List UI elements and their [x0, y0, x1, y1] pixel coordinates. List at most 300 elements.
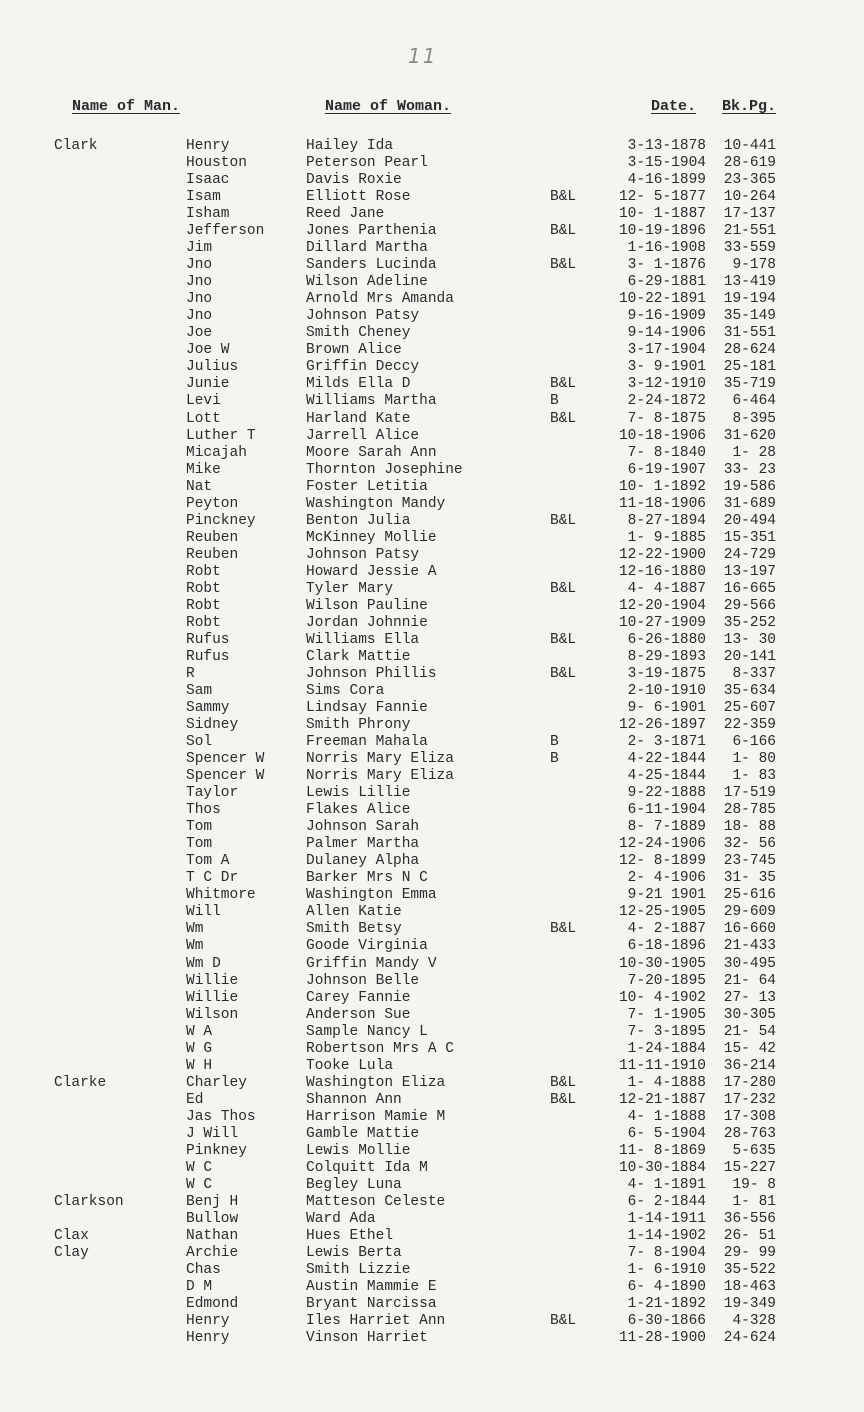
marriage-date: 11- 8-1869	[618, 1142, 706, 1159]
record-row	[0, 1177, 864, 1194]
book-page: 33-559	[723, 240, 776, 257]
record-row	[0, 615, 864, 632]
man-given-name: Reuben	[186, 529, 239, 546]
record-row	[0, 206, 864, 223]
woman-name: Lindsay Fannie	[306, 700, 428, 717]
woman-name: Davis Roxie	[306, 172, 402, 189]
man-given-name: D M	[186, 1279, 213, 1296]
woman-name: Thornton Josephine	[306, 461, 463, 478]
woman-name: Matteson Celeste	[306, 1193, 446, 1210]
man-given-name: J Will	[186, 1125, 239, 1142]
record-row	[0, 921, 864, 938]
record-row	[0, 1262, 864, 1279]
marriage-date: 6-26-1880	[627, 631, 706, 648]
man-given-name: Pinckney	[186, 512, 256, 529]
man-given-name: Benj H	[186, 1193, 239, 1210]
marriage-date: 6-30-1866	[627, 1313, 706, 1330]
woman-name: Tooke Lula	[306, 1057, 394, 1074]
man-given-name: Levi	[186, 393, 221, 410]
man-given-name: Spencer W	[186, 751, 265, 768]
record-row	[0, 1024, 864, 1041]
man-given-name: Sol	[186, 734, 213, 751]
book-page: 10-264	[723, 189, 776, 206]
marriage-date: 1-21-1892	[627, 1296, 706, 1313]
woman-name: Washington Mandy	[306, 495, 446, 512]
marriage-date: 12- 5-1877	[618, 189, 706, 206]
book-page: 30-305	[723, 1006, 776, 1023]
woman-name: Hailey Ida	[306, 138, 394, 154]
marriage-date: 6-29-1881	[627, 274, 706, 291]
record-row	[0, 223, 864, 240]
book-page: 17-308	[723, 1108, 776, 1125]
marriage-date: 7-20-1895	[627, 972, 706, 989]
man-given-name: Henry	[186, 138, 230, 154]
book-page: 29-566	[723, 597, 776, 614]
record-row	[0, 479, 864, 496]
marriage-date: 9-14-1906	[627, 325, 706, 342]
woman-name: Tyler Mary	[306, 580, 394, 597]
woman-name: Austin Mammie E	[306, 1279, 437, 1296]
man-given-name: Isam	[186, 189, 221, 206]
man-given-name: Luther T	[186, 427, 256, 444]
man-given-name: Reuben	[186, 546, 239, 563]
marriage-date: 2-24-1872	[627, 393, 706, 410]
book-page: 21- 64	[723, 972, 776, 989]
man-given-name: Rufus	[186, 648, 230, 665]
marriage-date: 12- 8-1899	[618, 853, 706, 870]
marriage-date: 12-25-1905	[618, 904, 706, 921]
man-given-name: Tom	[186, 819, 213, 836]
header-name-of-man: Name of Man.	[72, 98, 181, 115]
marriage-date: 12-26-1897	[618, 717, 706, 734]
woman-name: Goode Virginia	[306, 938, 428, 955]
woman-name: Smith Cheney	[306, 325, 411, 342]
book-page: 10-441	[723, 138, 776, 154]
marriage-date: 6-18-1896	[627, 938, 706, 955]
record-note: B&L	[550, 1074, 577, 1091]
man-given-name: W A	[186, 1023, 213, 1040]
record-row	[0, 1092, 864, 1109]
record-note: B&L	[550, 512, 577, 529]
book-page: 17-280	[723, 1074, 776, 1091]
woman-name: Moore Sarah Ann	[306, 444, 437, 461]
record-row	[0, 870, 864, 887]
woman-name: Williams Ella	[306, 631, 420, 648]
woman-name: Griffin Deccy	[306, 359, 420, 376]
man-given-name: Jas Thos	[186, 1108, 256, 1125]
man-given-name: W H	[186, 1057, 213, 1074]
record-row	[0, 581, 864, 598]
book-page: 20-141	[723, 648, 776, 665]
book-page: 17-232	[723, 1091, 776, 1108]
book-page: 17-519	[723, 785, 776, 802]
book-page: 28-785	[723, 802, 776, 819]
man-given-name: Sam	[186, 683, 213, 699]
book-page: 22-359	[723, 717, 776, 734]
marriage-date: 1-14-1902	[627, 1228, 706, 1244]
page-number: 11	[408, 44, 438, 68]
record-note: B&L	[550, 580, 577, 597]
woman-name: Barker Mrs N C	[306, 870, 428, 887]
man-given-name: Tom A	[186, 853, 230, 870]
book-page: 18- 88	[723, 819, 776, 836]
record-row	[0, 1330, 864, 1347]
man-given-name: Edmond	[186, 1296, 239, 1313]
record-row	[0, 836, 864, 853]
header-date: Date.	[651, 98, 697, 115]
marriage-date: 8-27-1894	[627, 512, 706, 529]
marriage-date: 6- 4-1890	[627, 1279, 706, 1296]
record-row	[0, 853, 864, 870]
marriage-date: 3-15-1904	[627, 155, 706, 172]
man-given-name: Robt	[186, 597, 221, 614]
book-page: 17-137	[723, 206, 776, 223]
book-page: 16-665	[723, 580, 776, 597]
marriage-date: 3-19-1875	[627, 665, 706, 682]
marriage-date: 7- 8-1875	[627, 410, 706, 427]
woman-name: Palmer Martha	[306, 836, 420, 853]
record-note: B&L	[550, 189, 577, 206]
record-note: B&L	[550, 1091, 577, 1108]
man-surname: Clay	[54, 1245, 89, 1262]
book-page: 1- 81	[732, 1193, 776, 1210]
woman-name: Ward Ada	[306, 1210, 376, 1227]
book-page: 13-197	[723, 563, 776, 580]
man-given-name: Nat	[186, 478, 213, 495]
record-row	[0, 598, 864, 615]
marriage-date: 10- 1-1887	[618, 206, 706, 223]
book-page: 16-660	[723, 921, 776, 938]
woman-name: Clark Mattie	[306, 648, 411, 665]
marriage-date: 12-22-1900	[618, 546, 706, 563]
record-row	[0, 1245, 864, 1262]
book-page: 13-419	[723, 274, 776, 291]
record-row	[0, 496, 864, 513]
record-note: B&L	[550, 376, 577, 393]
book-page: 21-433	[723, 938, 776, 955]
record-row	[0, 1109, 864, 1126]
woman-name: Colquitt Ida M	[306, 1159, 428, 1176]
woman-name: Sample Nancy L	[306, 1023, 428, 1040]
marriage-date: 9-16-1909	[627, 308, 706, 325]
header-name-of-woman: Name of Woman.	[325, 98, 452, 115]
woman-name: Johnson Patsy	[306, 546, 420, 563]
book-page: 19-194	[723, 291, 776, 308]
man-given-name: Henry	[186, 1330, 230, 1347]
man-given-name: Jno	[186, 308, 213, 325]
record-row	[0, 938, 864, 955]
man-given-name: Rufus	[186, 631, 230, 648]
record-row	[0, 1313, 864, 1330]
marriage-date: 10- 4-1902	[618, 989, 706, 1006]
woman-name: Reed Jane	[306, 206, 385, 223]
woman-name: Flakes Alice	[306, 802, 411, 819]
book-page: 27- 13	[723, 989, 776, 1006]
man-given-name: Jno	[186, 274, 213, 291]
book-page: 1- 83	[732, 768, 776, 785]
book-page: 23-745	[723, 853, 776, 870]
record-note: B&L	[550, 223, 577, 240]
record-row	[0, 1143, 864, 1160]
record-row	[0, 308, 864, 325]
record-row	[0, 138, 864, 155]
record-row	[0, 649, 864, 666]
record-row	[0, 359, 864, 376]
book-page: 31-551	[723, 325, 776, 342]
woman-name: Wilson Pauline	[306, 597, 428, 614]
woman-name: Carey Fannie	[306, 989, 411, 1006]
woman-name: Arnold Mrs Amanda	[306, 291, 454, 308]
record-row	[0, 887, 864, 904]
book-page: 13- 30	[723, 631, 776, 648]
marriage-date: 6-11-1904	[627, 802, 706, 819]
book-page: 25-181	[723, 359, 776, 376]
woman-name: Williams Martha	[306, 393, 437, 410]
book-page: 15-351	[723, 529, 776, 546]
man-given-name: Wilson	[186, 1006, 239, 1023]
book-page: 24-729	[723, 546, 776, 563]
record-row	[0, 445, 864, 462]
man-given-name: Junie	[186, 376, 230, 393]
record-row	[0, 1126, 864, 1143]
record-row	[0, 956, 864, 973]
record-row	[0, 785, 864, 802]
marriage-date: 12-21-1887	[618, 1091, 706, 1108]
record-note: B	[550, 751, 559, 768]
marriage-date: 1-24-1884	[627, 1040, 706, 1057]
marriage-date: 8-29-1893	[627, 648, 706, 665]
record-row	[0, 1296, 864, 1313]
man-given-name: Jim	[186, 240, 213, 257]
woman-name: Johnson Sarah	[306, 819, 420, 836]
book-page: 35-719	[723, 376, 776, 393]
book-page: 15- 42	[723, 1040, 776, 1057]
marriage-date: 3- 1-1876	[627, 257, 706, 274]
man-given-name: Robt	[186, 614, 221, 631]
book-page: 9-178	[732, 257, 776, 274]
marriage-date: 1- 6-1910	[627, 1262, 706, 1279]
marriage-date: 7- 1-1905	[627, 1006, 706, 1023]
man-given-name: Lott	[186, 410, 221, 427]
record-row	[0, 1075, 864, 1092]
marriage-date: 12-16-1880	[618, 563, 706, 580]
woman-name: Johnson Belle	[306, 972, 420, 989]
marriage-date: 4-25-1844	[627, 768, 706, 785]
book-page: 25-607	[723, 700, 776, 717]
man-given-name: Taylor	[186, 785, 239, 802]
record-row	[0, 1160, 864, 1177]
woman-name: Allen Katie	[306, 904, 402, 921]
woman-name: Sims Cora	[306, 683, 385, 699]
book-page: 26- 51	[723, 1228, 776, 1244]
record-row	[0, 904, 864, 921]
man-given-name: T C Dr	[186, 870, 239, 887]
marriage-date: 7- 3-1895	[627, 1023, 706, 1040]
woman-name: Washington Eliza	[306, 1074, 446, 1091]
woman-name: Smith Betsy	[306, 921, 402, 938]
record-row	[0, 155, 864, 172]
man-given-name: Ed	[186, 1091, 204, 1108]
man-given-name: Spencer W	[186, 768, 265, 785]
header-bk-pg: Bk.Pg.	[722, 98, 777, 115]
book-page: 6-166	[732, 734, 776, 751]
book-page: 21-551	[723, 223, 776, 240]
man-given-name: Joe	[186, 325, 213, 342]
marriage-date: 8- 7-1889	[627, 819, 706, 836]
marriage-date: 11-18-1906	[618, 495, 706, 512]
woman-name: Elliott Rose	[306, 189, 411, 206]
marriage-date: 4- 1-1888	[627, 1108, 706, 1125]
marriage-date: 3-17-1904	[627, 342, 706, 359]
man-given-name: Wm	[186, 921, 204, 938]
marriage-date: 4- 2-1887	[627, 921, 706, 938]
record-row	[0, 1279, 864, 1296]
man-given-name: Houston	[186, 155, 247, 172]
woman-name: Johnson Patsy	[306, 308, 420, 325]
book-page: 20-494	[723, 512, 776, 529]
book-page: 6-464	[732, 393, 776, 410]
record-row	[0, 564, 864, 581]
man-given-name: Thos	[186, 802, 221, 819]
woman-name: Johnson Phillis	[306, 665, 437, 682]
record-row	[0, 1007, 864, 1024]
record-row	[0, 717, 864, 734]
man-given-name: R	[186, 665, 195, 682]
record-row	[0, 1228, 864, 1245]
marriage-date: 10-18-1906	[618, 427, 706, 444]
man-given-name: Mike	[186, 461, 221, 478]
record-row	[0, 683, 864, 700]
record-row	[0, 819, 864, 836]
woman-name: Foster Letitia	[306, 478, 428, 495]
marriage-date: 9- 6-1901	[627, 700, 706, 717]
woman-name: Norris Mary Eliza	[306, 751, 454, 768]
book-page: 1- 28	[732, 444, 776, 461]
woman-name: Robertson Mrs A C	[306, 1040, 454, 1057]
record-note: B&L	[550, 631, 577, 648]
marriage-date: 1- 4-1888	[627, 1074, 706, 1091]
woman-name: Bryant Narcissa	[306, 1296, 437, 1313]
woman-name: Wilson Adeline	[306, 274, 428, 291]
man-given-name: Wm	[186, 938, 204, 955]
marriage-date: 4-16-1899	[627, 172, 706, 189]
record-row	[0, 990, 864, 1007]
book-page: 29-609	[723, 904, 776, 921]
record-row	[0, 274, 864, 291]
book-page: 28-619	[723, 155, 776, 172]
book-page: 31-689	[723, 495, 776, 512]
record-row	[0, 530, 864, 547]
man-given-name: Micajah	[186, 444, 247, 461]
man-given-name: Pinkney	[186, 1142, 247, 1159]
record-row	[0, 1211, 864, 1228]
man-surname: Clarke	[54, 1074, 107, 1091]
woman-name: Dillard Martha	[306, 240, 428, 257]
man-given-name: W C	[186, 1176, 213, 1193]
record-row	[0, 172, 864, 189]
marriage-date: 3-13-1878	[627, 138, 706, 154]
woman-name: Lewis Berta	[306, 1245, 402, 1262]
book-page: 19-586	[723, 478, 776, 495]
book-page: 35-149	[723, 308, 776, 325]
book-page: 25-616	[723, 887, 776, 904]
man-given-name: Willie	[186, 972, 239, 989]
record-row	[0, 189, 864, 206]
woman-name: Smith Lizzie	[306, 1262, 411, 1279]
man-given-name: Will	[186, 904, 221, 921]
man-given-name: Archie	[186, 1245, 239, 1262]
marriage-date: 6-19-1907	[627, 461, 706, 478]
record-row	[0, 802, 864, 819]
book-page: 8-395	[732, 410, 776, 427]
marriage-date: 2-10-1910	[627, 683, 706, 699]
man-surname: Clark	[54, 138, 98, 154]
book-page: 19-349	[723, 1296, 776, 1313]
marriage-date: 4-22-1844	[627, 751, 706, 768]
woman-name: Harland Kate	[306, 410, 411, 427]
book-page: 35-522	[723, 1262, 776, 1279]
man-given-name: Sammy	[186, 700, 230, 717]
record-row	[0, 411, 864, 428]
man-given-name: Jefferson	[186, 223, 265, 240]
marriage-date: 2- 3-1871	[627, 734, 706, 751]
man-given-name: Wm D	[186, 955, 221, 972]
record-row	[0, 325, 864, 342]
marriage-date: 3-12-1910	[627, 376, 706, 393]
record-row	[0, 1058, 864, 1075]
man-given-name: Robt	[186, 580, 221, 597]
woman-name: Harrison Mamie M	[306, 1108, 446, 1125]
man-given-name: Nathan	[186, 1228, 239, 1244]
woman-name: Begley Luna	[306, 1176, 402, 1193]
record-note: B&L	[550, 410, 577, 427]
book-page: 4-328	[732, 1313, 776, 1330]
book-page: 36-556	[723, 1210, 776, 1227]
marriage-date: 2- 4-1906	[627, 870, 706, 887]
book-page: 30-495	[723, 955, 776, 972]
record-row	[0, 257, 864, 274]
record-row	[0, 291, 864, 308]
woman-name: Dulaney Alpha	[306, 853, 420, 870]
record-note: B	[550, 393, 559, 410]
book-page: 8-337	[732, 665, 776, 682]
record-row	[0, 751, 864, 768]
man-given-name: Chas	[186, 1262, 221, 1279]
woman-name: McKinney Mollie	[306, 529, 437, 546]
book-page: 28-624	[723, 342, 776, 359]
man-given-name: Henry	[186, 1313, 230, 1330]
record-note: B	[550, 734, 559, 751]
marriage-date: 1-14-1911	[627, 1210, 706, 1227]
marriage-date: 10-22-1891	[618, 291, 706, 308]
man-given-name: Jno	[186, 291, 213, 308]
record-row	[0, 734, 864, 751]
man-given-name: Willie	[186, 989, 239, 1006]
woman-name: Peterson Pearl	[306, 155, 428, 172]
record-note: B&L	[550, 1313, 577, 1330]
book-page: 5-635	[732, 1142, 776, 1159]
record-row	[0, 547, 864, 564]
book-page: 35-252	[723, 614, 776, 631]
man-given-name: Bullow	[186, 1210, 239, 1227]
woman-name: Norris Mary Eliza	[306, 768, 454, 785]
record-row	[0, 700, 864, 717]
book-page: 35-634	[723, 683, 776, 699]
man-given-name: Isham	[186, 206, 230, 223]
man-given-name: Tom	[186, 836, 213, 853]
record-row	[0, 428, 864, 445]
book-page: 31-620	[723, 427, 776, 444]
